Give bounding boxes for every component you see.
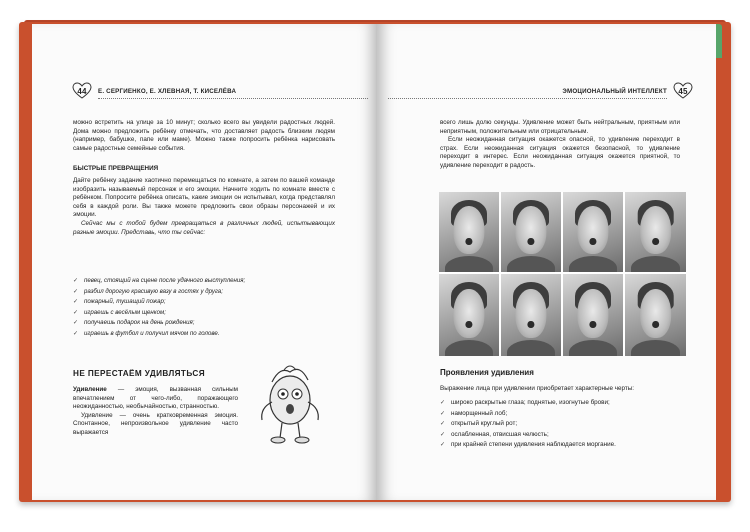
check-icon: ✓ bbox=[73, 299, 79, 306]
list-item: ✓ играешь с весёлым щенком; bbox=[73, 308, 335, 319]
section-intro: Выражение лица при удивлении приобретает характерные черты: bbox=[440, 385, 635, 392]
check-icon: ✓ bbox=[440, 421, 446, 428]
term-surprise: Удивление bbox=[73, 386, 107, 393]
photo-boy bbox=[439, 192, 499, 272]
right-page-header bbox=[388, 82, 693, 100]
surprised-faces-photo-collage bbox=[439, 192, 686, 356]
page-number: 45 bbox=[678, 86, 688, 96]
list-item: ✓ наморщенный лоб; bbox=[440, 409, 685, 420]
page-number-heart bbox=[72, 82, 92, 100]
surprised-character-illustration bbox=[250, 362, 330, 454]
right-intro-block bbox=[440, 119, 680, 171]
list-item: ✓ при крайней степени удивления наблюдается моргание. bbox=[440, 440, 685, 451]
role-bullet-list bbox=[73, 276, 335, 340]
check-icon: ✓ bbox=[73, 330, 79, 337]
check-icon: ✓ bbox=[440, 442, 446, 449]
section-title-surprise-manifestations: Проявления удивления bbox=[440, 368, 534, 377]
intro-paragraph: можно встретить на улице за 10 минут; сколько всего вы увидели радостных людей. Дома можно предложить ребёнку отмечать, что доставляет радость близким людям (например, бабушке, папе или маме). Можно также попросить ребёнка нарисовать самые радостные семейные события. bbox=[73, 119, 335, 152]
left-page bbox=[32, 24, 376, 500]
photo-girl bbox=[501, 192, 561, 272]
check-icon: ✓ bbox=[73, 288, 79, 295]
section-heading-surprise: НЕ ПЕРЕСТАЁМ УДИВЛЯТЬСЯ bbox=[73, 369, 206, 378]
photo-man bbox=[563, 192, 623, 272]
list-item: ✓ играешь в футбол и получил мячом по голове. bbox=[73, 329, 335, 340]
photo-young-woman bbox=[501, 274, 561, 356]
header-rule bbox=[98, 98, 368, 99]
photo-bearded-man bbox=[439, 274, 499, 356]
page-number: 44 bbox=[77, 86, 87, 96]
check-icon: ✓ bbox=[73, 320, 79, 327]
list-item: ✓ получаешь подарок на день рождения; bbox=[73, 318, 335, 329]
surprise-definition-block bbox=[73, 386, 238, 438]
left-text-block bbox=[73, 119, 335, 237]
check-icon: ✓ bbox=[440, 431, 446, 438]
section-italic-paragraph: Сейчас мы с тобой будем превращаться в различных людей, испытывающих разные эмоции. Представь, что ты сейчас: bbox=[73, 219, 335, 236]
duration-paragraph: Удивление — очень кратковременная эмоция. Спонтанное, непроизвольное удивление часто выражается bbox=[73, 411, 238, 436]
section-paragraph: Дайте ребёнку задание хаотично перемещаться по комнате, а затем по вашей команде изобразить называемый персонаж и его эмоции. Начните ходить по комнате вместе с ребёнком. Попросите ребёнка описать, какие эмоции он испытывал, когда представлял себя в каждой роли. Вы также можете предложить свои образы персонажей и их эмоции. bbox=[73, 176, 335, 219]
header-authors: Е. СЕРГИЕНКО, Е. ХЛЕВНАЯ, Т. КИСЕЛЁВА bbox=[98, 88, 237, 95]
intro-paragraph: всего лишь долю секунды. Удивление может быть нейтральным, приятным или неприятным, положительным или отрицательным. bbox=[440, 119, 680, 135]
section-title-fast-transformations: БЫСТРЫЕ ПРЕВРАЩЕНИЯ bbox=[73, 165, 159, 173]
check-icon: ✓ bbox=[440, 400, 446, 406]
list-item: ✓ широко раскрытые глаза; поднятые, изогнутые брови; bbox=[440, 398, 685, 409]
check-icon: ✓ bbox=[440, 410, 446, 417]
definition-paragraph: Удивление — эмоция, вызванная сильным впечатлением от чего-либо, поражающего неожиданностью, необычайностью, странностью. bbox=[73, 386, 238, 411]
photo-older-man bbox=[563, 274, 623, 356]
list-item: ✓ ослабленная, отвисшая челюсть; bbox=[440, 430, 685, 441]
header-book-title: ЭМОЦИОНАЛЬНЫЙ ИНТЕЛЛЕКТ bbox=[562, 88, 667, 95]
page-number-heart bbox=[673, 82, 693, 100]
list-item: ✓ открытый круглый рот; bbox=[440, 419, 685, 430]
check-icon: ✓ bbox=[73, 309, 79, 316]
list-item: ✓ разбил дорогую красивую вазу в гостях у друга; bbox=[73, 287, 335, 298]
header-rule bbox=[388, 98, 667, 99]
photo-woman bbox=[625, 192, 686, 272]
left-page-header bbox=[72, 82, 372, 100]
features-bullet-list bbox=[440, 398, 685, 451]
check-icon: ✓ bbox=[73, 278, 79, 284]
list-item: ✓ пожарный, тушащий пожар; bbox=[73, 297, 335, 308]
intro-paragraph-2: Если неожиданная ситуация окажется опасной, то удивление переходит в страх. Если неожиданная ситуация окажется безопасной, то удивление переходит в интерес. Если неожиданная ситуация окажется приятной, то удивление переходит в радость. bbox=[440, 136, 680, 169]
right-page bbox=[376, 24, 716, 500]
photo-older-woman bbox=[625, 274, 686, 356]
list-item: ✓ певец, стоящий на сцене после удачного выступления; bbox=[73, 276, 335, 287]
